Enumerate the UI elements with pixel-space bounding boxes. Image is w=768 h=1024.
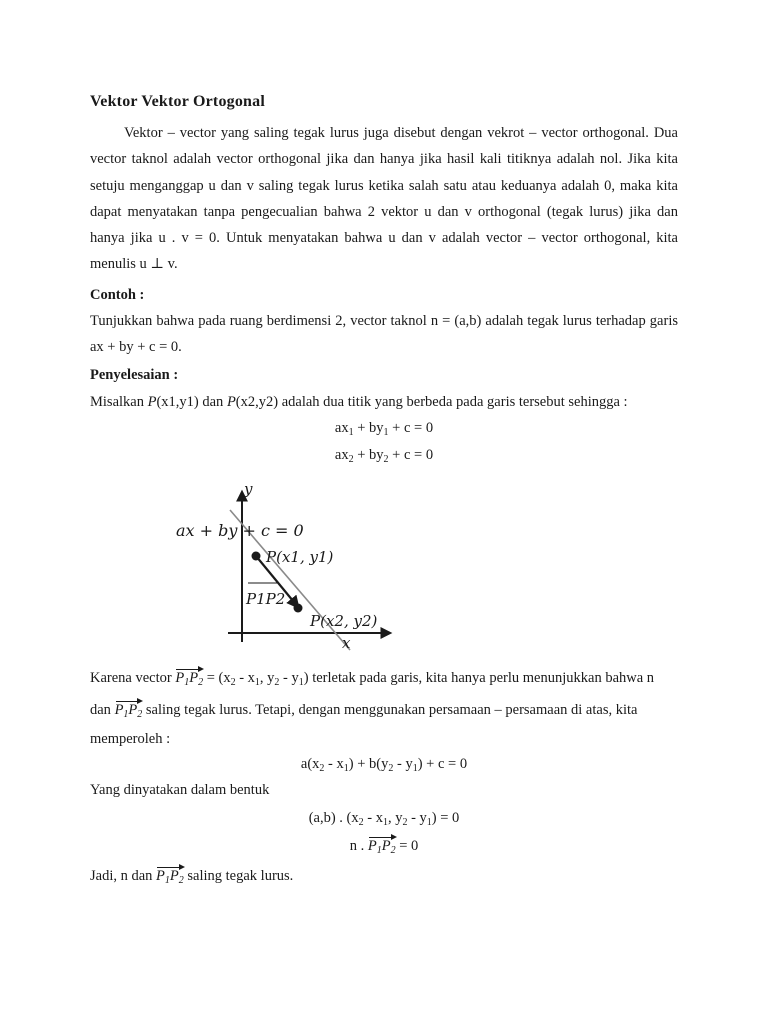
- equation-5: n . $P_1P_2 = 0$: [349, 838, 419, 856]
- y-axis-label: y: [244, 480, 253, 498]
- solution-label: Penyelesaian :: [90, 367, 179, 383]
- point-p2: [294, 604, 303, 613]
- conclusion-line: Jadi, n dan $P_1P_2$ saling tegak lurus.: [90, 868, 294, 886]
- equation-3: $a(x_2 - x_1) + b(y_2 - y_1) + c = 0$: [300, 756, 468, 774]
- dan-line: dan $P_1P_2$ saling tegak lurus. Tetapi, dengan menggunakan persamaan – persamaan di atas, kita: [90, 702, 638, 720]
- page-title: Vektor Vektor Ortogonal: [90, 93, 265, 110]
- vector-p1p2: $P_1P_2$: [114, 702, 143, 720]
- intro-text: Vektor – vector yang saling tegak lurus juga disebut dengan vekrot – vector orthogonal. Dua vector taknol adalah vector orthogonal jika dan hanya jika hasil kali titiknya adalah nol. Jika kita setuju menganggap u dan v saling tegak lurus ketika salah satu atau keduanya adalah 0, maka kita dapat menyatakan tanpa pengecualian bahwa 2 vektor u dan v orthogonal (tegak lurus) jika dan hanya jika u . v = 0. Untuk menyatakan bahwa u dan v adalah vector – vector orthogonal, kita menulis u ⊥ v.: [90, 125, 678, 273]
- memperoleh-line: memperoleh :: [90, 731, 171, 747]
- vector-p1p2: $P_1P_2$: [175, 670, 204, 688]
- vector-label: P1P2: [246, 590, 286, 608]
- line-diagram: [170, 480, 400, 655]
- equation-1: $ax_1 + by_1 + c = 0$: [334, 420, 434, 438]
- point-p1: [252, 552, 261, 561]
- example-text: Tunjukkan bahwa pada ruang berdimensi 2, vector taknol n = (a,b) adalah tegak lurus terhadap garis ax + by + c = 0.: [90, 313, 678, 356]
- karena-line: Karena vector $P_1P_2 = (x_2 - x_1$, $y_2 - y_1$) terletak pada garis, kita hanya perlu menunjukkan bahwa n: [90, 670, 655, 688]
- intro-paragraph: [90, 120, 678, 278]
- equation-2: $ax_2 + by_2 + c = 0$: [334, 447, 434, 465]
- bentuk-line: Yang dinyatakan dalam bentuk: [90, 782, 270, 798]
- line-equation-label: ax + by + c = 0: [176, 521, 304, 540]
- example-label: Contoh :: [90, 287, 145, 303]
- point-p2-label: P(x2, y2): [310, 612, 378, 630]
- x-axis-label: x: [342, 634, 351, 652]
- vector-p1p2: $P_1P_2$: [367, 838, 396, 856]
- vector-p1p2: $P_1P_2$: [156, 868, 184, 886]
- point-p1-label: P(x1, y1): [266, 548, 334, 566]
- equation-4: (a,b) . ($x_2 - x_1$, $y_2 - y_1) = 0$: [308, 810, 460, 828]
- solution-line: Misalkan P(x1,y1) dan P(x2,y2) adalah dua titik yang berbeda pada garis tersebut sehingga :: [90, 394, 628, 410]
